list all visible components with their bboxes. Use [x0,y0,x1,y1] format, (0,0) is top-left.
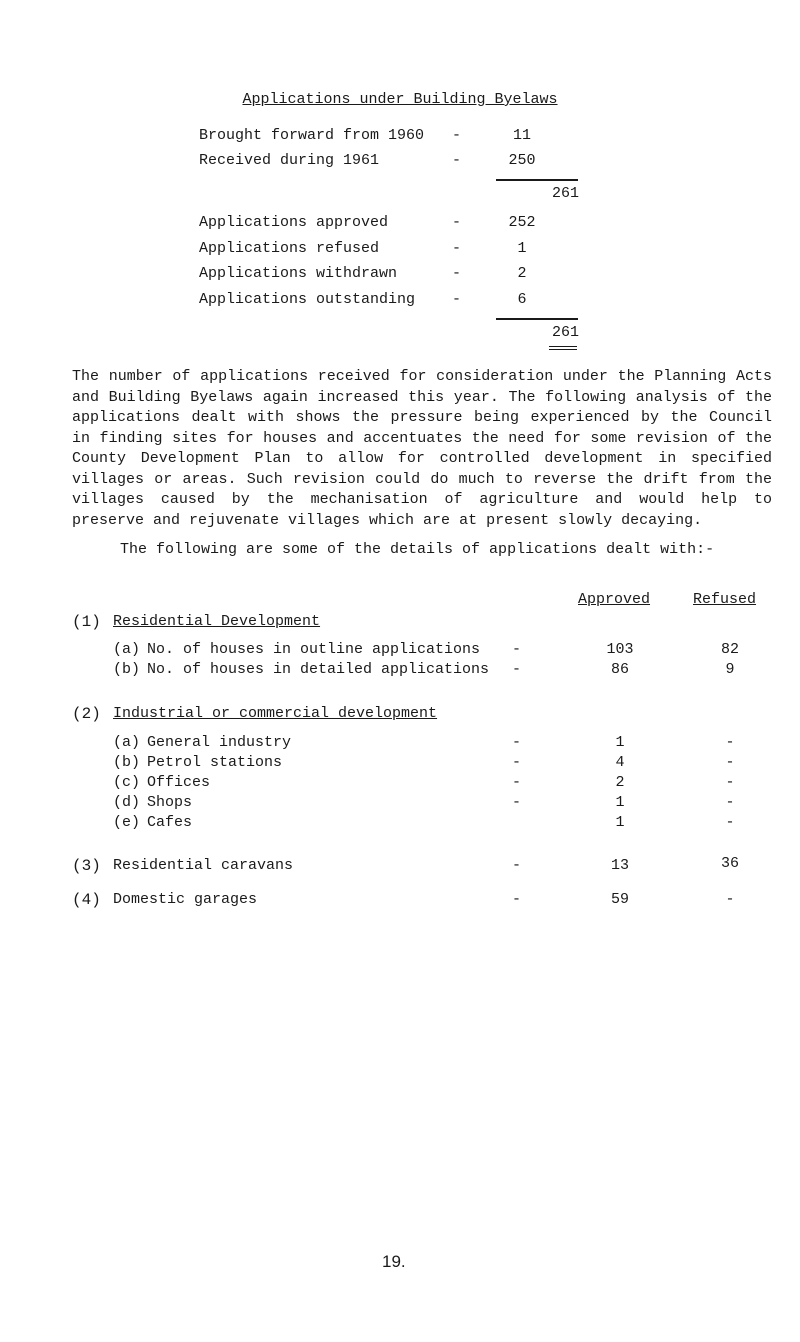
approved-residential-caravans: 13 [610,857,629,874]
summary-label-outstanding: Applications outstanding [199,291,416,308]
approved-outline-houses: 103 [606,641,634,658]
item-label-general-industry: General industry [147,734,292,751]
item-letter: (c) [113,774,141,791]
body-paragraph: The number of applications received for consideration under the Planning Acts and Building Byelaws again increased this year. The following analysis of the applications dealt with shows the pressure being experienced by the Council in finding sites for houses and accentuates the need for some revision of the County Development Plan to allow for controlled development in specified villages or areas. Such revision could do much to reverse the drift from the villages caused by the mechanisation of agriculture and would help to preserve and rejuvenate villages which are at present slowly decaying. [72,368,772,529]
item-label-petrol-stations: Petrol stations [147,754,283,771]
item-dash: - [512,857,522,874]
item-dash: - [512,641,522,658]
item-label-shops: Shops [147,794,193,811]
approved-offices: 2 [615,774,625,791]
item-dash: - [512,754,522,771]
summary-value-received: 250 [508,152,536,169]
item-dash: - [512,774,522,791]
item-dash: - [512,734,522,751]
item-label-residential-caravans: Residential caravans [113,857,294,874]
item-label-cafes: Cafes [147,814,193,831]
item-dash: - [512,661,522,678]
refused-domestic-garages: - [725,891,735,908]
intro-details-line: The following are some of the details of applications dealt with:- [120,541,715,558]
item-letter: (b) [113,661,141,678]
item-letter: (a) [113,734,141,751]
subtotal-rule [496,179,578,181]
refused-outline-houses: 82 [720,641,739,658]
section-number: (3) [72,857,101,875]
item-label-detailed-houses: No. of houses in detailed applications [147,661,490,678]
summary-value-outstanding: 6 [517,291,527,308]
approved-petrol-stations: 4 [615,754,625,771]
summary-value-withdrawn: 2 [517,265,527,282]
summary-subtotal: 261 [552,185,580,202]
refused-detailed-houses: 9 [725,661,735,678]
item-label-offices: Offices [147,774,211,791]
page-title: Applications under Building Byelaws [242,91,558,108]
section-number: (2) [72,705,101,723]
column-header-refused: Refused [693,591,757,608]
section-heading-industrial: Industrial or commercial development [113,705,438,722]
approved-domestic-garages: 59 [610,891,629,908]
item-label-outline-houses: No. of houses in outline applications [147,641,481,658]
item-letter: (b) [113,754,141,771]
summary-dash: - [452,152,462,169]
section-number: (1) [72,613,101,631]
approved-general-industry: 1 [615,734,625,751]
summary-total: 261 [552,324,580,341]
summary-dash: - [452,291,462,308]
refused-residential-caravans: 36 [720,855,739,872]
summary-label-received: Received during 1961 [199,152,380,169]
summary-label-withdrawn: Applications withdrawn [199,265,398,282]
approved-shops: 1 [615,794,625,811]
page-number: 19. [382,1252,406,1271]
refused-cafes: - [725,814,735,831]
refused-shops: - [725,794,735,811]
summary-label-approved: Applications approved [199,214,389,231]
summary-value-refused: 1 [517,240,527,257]
approved-detailed-houses: 86 [610,661,629,678]
item-label-domestic-garages: Domestic garages [113,891,258,908]
item-letter: (e) [113,814,141,831]
summary-label-brought-forward: Brought forward from 1960 [199,127,425,144]
section-number: (4) [72,891,101,909]
summary-dash: - [452,127,462,144]
item-dash: - [512,794,522,811]
summary-dash: - [452,214,462,231]
approved-cafes: 1 [615,814,625,831]
total-double-rule-2 [549,349,577,350]
summary-value-approved: 252 [508,214,536,231]
refused-general-industry: - [725,734,735,751]
summary-label-refused: Applications refused [199,240,380,257]
item-dash: - [512,891,522,908]
summary-value-brought-forward: 11 [512,127,531,144]
total-double-rule-1 [549,346,577,347]
refused-petrol-stations: - [725,754,735,771]
summary-dash: - [452,240,462,257]
column-header-approved: Approved [578,591,651,608]
total-rule [496,318,578,320]
section-heading-residential: Residential Development [113,613,321,630]
item-letter: (a) [113,641,141,658]
refused-offices: - [725,774,735,791]
summary-dash: - [452,265,462,282]
item-letter: (d) [113,794,141,811]
